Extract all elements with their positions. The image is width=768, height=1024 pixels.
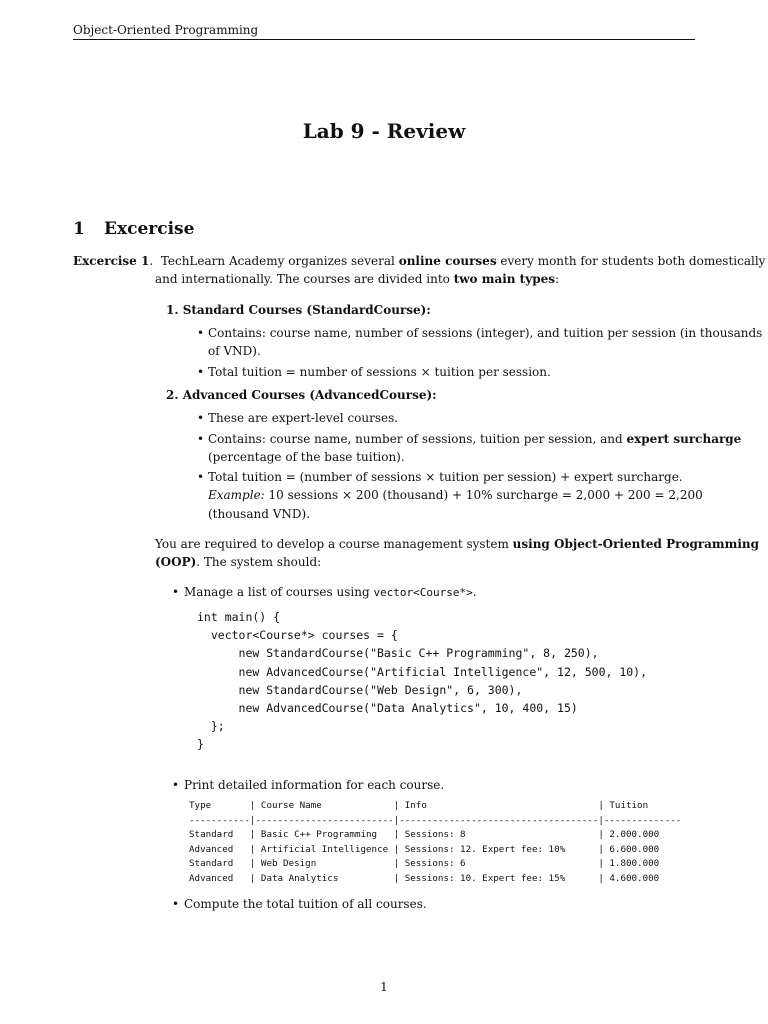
standard-total: Total tuition = number of sessions × tuition per session. <box>208 365 551 379</box>
advanced-example-line2: (thousand VND). <box>208 507 311 521</box>
bullet-icon: • <box>172 585 180 599</box>
section-heading <box>73 217 194 241</box>
advanced-contains-line1: Contains: course name, number of sessions, tuition per session, and expert surcharge <box>208 432 742 446</box>
standard-contains-line1: Contains: course name, number of sessions (integer), and tuition per session (in thousands <box>208 326 763 340</box>
bullet-icon: • <box>197 411 205 425</box>
page-number: 1 <box>380 980 388 994</box>
requirement-line2: (OOP). The system should: <box>155 555 322 569</box>
exercise-intro-line1: Excercise 1. TechLearn Academy organizes several online courses every month for students both domestically <box>73 254 766 268</box>
advanced-example-line1: Example: 10 sessions × 200 (thousand) + 10% surcharge = 2,000 + 200 = 2,200 <box>208 488 703 502</box>
bullet-icon: • <box>172 897 180 911</box>
section-title: Excercise <box>104 219 195 239</box>
task-print: Print detailed information for each course. <box>184 778 445 792</box>
exercise-label: Excercise 1 <box>73 254 150 268</box>
advanced-total: Total tuition = (number of sessions × tuition per session) + expert surcharge. <box>208 470 683 484</box>
bullet-icon: • <box>172 778 180 792</box>
bullet-icon: • <box>197 326 205 340</box>
page-title: Lab 9 - Review <box>302 119 466 143</box>
bullet-icon: • <box>197 470 205 484</box>
standard-contains-line2: of VND). <box>208 344 261 358</box>
advanced-expert-level: These are expert-level courses. <box>208 411 399 425</box>
bullet-icon: • <box>197 432 205 446</box>
advanced-contains-line2: (percentage of the base tuition). <box>208 450 405 464</box>
task-manage: Manage a list of courses using vector<Course*>. <box>184 585 477 599</box>
bullet-icon: • <box>197 365 205 379</box>
exercise-intro-line2: and internationally. The courses are divided into two main types: <box>155 272 560 286</box>
task-compute: Compute the total tuition of all courses. <box>184 897 427 911</box>
code-block: int main() { vector<Course*> courses = { new StandardCourse("Basic C++ Programming", 8, 250), new AdvancedCourse("Artificial Intelligence", 12, 500, 10), new StandardCourse("Web Design", 6, 300), new AdvancedCourse("Data Analytics", 10, 400, 15) }; } <box>197 610 648 752</box>
running-header: Object-Oriented Programming <box>73 22 695 40</box>
advanced-course-heading: 2. Advanced Courses (AdvancedCourse): <box>166 388 437 402</box>
section-number: 1 <box>73 219 85 239</box>
output-table: Type | Course Name | Info | Tuition -----------|-------------------------|------------------------------------|-------------- Standard | Basic C++ Programming | Sessions: 8 | 2.000.000 Advanced | Artificial Intelligence | Sessions: 12. Expert fee: 10% | 6.600.000 Standard | Web Design | Sessions: 6 | 1.800.000 Advanced | Data Analytics | Sessions: 10. Expert fee: 15% | 4.600.000 <box>189 800 682 884</box>
requirement-line1: You are required to develop a course management system using Object-Oriented Programming <box>155 537 759 551</box>
standard-course-heading: 1. Standard Courses (StandardCourse): <box>166 303 431 317</box>
